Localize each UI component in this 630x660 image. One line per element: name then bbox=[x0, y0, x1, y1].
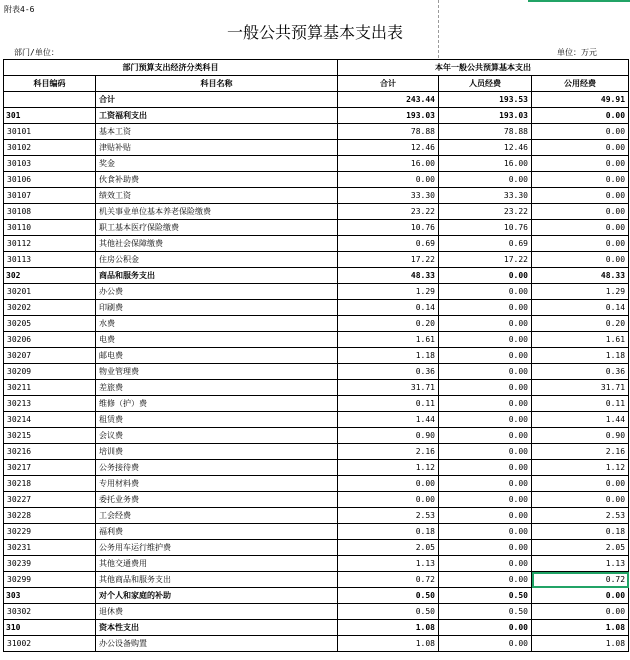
table-row bbox=[4, 428, 629, 444]
cell-public[interactable]: 31.71 bbox=[532, 380, 629, 396]
cell-name[interactable]: 委托业务费 bbox=[96, 492, 338, 508]
cell-total[interactable]: 12.46 bbox=[338, 140, 439, 156]
cell-personnel[interactable]: 33.30 bbox=[439, 188, 532, 204]
cell-public[interactable]: 2.05 bbox=[532, 540, 629, 556]
cell-code[interactable]: 30103 bbox=[4, 156, 96, 172]
cell-total[interactable]: 2.16 bbox=[338, 444, 439, 460]
cell-total[interactable]: 2.05 bbox=[338, 540, 439, 556]
table-row bbox=[4, 236, 629, 252]
table-row bbox=[4, 540, 629, 556]
cell-name[interactable]: 工会经费 bbox=[96, 508, 338, 524]
cell-public[interactable]: 0.20 bbox=[532, 316, 629, 332]
cell-public[interactable]: 1.44 bbox=[532, 412, 629, 428]
cell-public[interactable]: 0.00 bbox=[532, 172, 629, 188]
table-row bbox=[4, 252, 629, 268]
column-header-row bbox=[4, 76, 629, 92]
col-header-code: 科目编码 bbox=[4, 76, 96, 92]
cell-personnel[interactable]: 0.00 bbox=[439, 476, 532, 492]
cell-total[interactable]: 31.71 bbox=[338, 380, 439, 396]
cell-public[interactable]: 48.33 bbox=[532, 268, 629, 284]
table-row bbox=[4, 572, 629, 588]
cell-code[interactable]: 30215 bbox=[4, 428, 96, 444]
cell-name[interactable]: 基本工资 bbox=[96, 124, 338, 140]
cell-personnel[interactable]: 0.50 bbox=[439, 588, 532, 604]
cell-public[interactable]: 0.36 bbox=[532, 364, 629, 380]
table-row bbox=[4, 156, 629, 172]
cell-name[interactable]: 其他交通费用 bbox=[96, 556, 338, 572]
cell-total[interactable]: 193.03 bbox=[338, 108, 439, 124]
unit-label: 单位：万元 bbox=[557, 48, 597, 57]
cell-code[interactable]: 30231 bbox=[4, 540, 96, 556]
table-row bbox=[4, 108, 629, 124]
cell-code[interactable]: 30201 bbox=[4, 284, 96, 300]
table-row bbox=[4, 508, 629, 524]
cell-code[interactable]: 31002 bbox=[4, 636, 96, 652]
cell-total[interactable]: 1.29 bbox=[338, 284, 439, 300]
cell-name[interactable]: 职工基本医疗保险缴费 bbox=[96, 220, 338, 236]
cell-public[interactable]: 0.00 bbox=[532, 604, 629, 620]
cell-personnel[interactable]: 23.22 bbox=[439, 204, 532, 220]
table-row bbox=[4, 188, 629, 204]
cell-public[interactable]: 0.00 bbox=[532, 156, 629, 172]
cell-name[interactable]: 差旅费 bbox=[96, 380, 338, 396]
cell-code[interactable]: 303 bbox=[4, 588, 96, 604]
cell-total[interactable]: 1.44 bbox=[338, 412, 439, 428]
col-header-personnel: 人员经费 bbox=[439, 76, 532, 92]
cell-total[interactable]: 0.72 bbox=[338, 572, 439, 588]
cell-personnel[interactable]: 193.53 bbox=[439, 92, 532, 108]
cell-code[interactable]: 30216 bbox=[4, 444, 96, 460]
cell-personnel[interactable]: 0.00 bbox=[439, 316, 532, 332]
cell-code[interactable]: 30213 bbox=[4, 396, 96, 412]
cell-name[interactable]: 印刷费 bbox=[96, 300, 338, 316]
cell-code[interactable]: 30302 bbox=[4, 604, 96, 620]
cell-personnel[interactable]: 0.00 bbox=[439, 412, 532, 428]
cell-total[interactable]: 0.69 bbox=[338, 236, 439, 252]
cell-code[interactable]: 310 bbox=[4, 620, 96, 636]
cell-total[interactable]: 0.50 bbox=[338, 588, 439, 604]
cell-total[interactable]: 0.14 bbox=[338, 300, 439, 316]
cell-name[interactable]: 维修（护）费 bbox=[96, 396, 338, 412]
cell-code[interactable]: 30207 bbox=[4, 348, 96, 364]
cell-personnel[interactable]: 0.69 bbox=[439, 236, 532, 252]
header-basic-expenditure: 本年一般公共预算基本支出 bbox=[338, 60, 629, 76]
table-row bbox=[4, 348, 629, 364]
cell-public[interactable]: 1.08 bbox=[532, 636, 629, 652]
cell-name[interactable]: 租赁费 bbox=[96, 412, 338, 428]
cell-code[interactable] bbox=[4, 92, 96, 108]
table-row bbox=[4, 524, 629, 540]
cell-public[interactable]: 0.00 bbox=[532, 252, 629, 268]
cell-name[interactable]: 电费 bbox=[96, 332, 338, 348]
cell-name[interactable]: 福利费 bbox=[96, 524, 338, 540]
cell-public[interactable]: 0.00 bbox=[532, 588, 629, 604]
cell-personnel[interactable]: 78.88 bbox=[439, 124, 532, 140]
cell-code[interactable]: 30101 bbox=[4, 124, 96, 140]
cell-public[interactable]: 0.72 bbox=[532, 572, 629, 588]
appendix-label: 附表4-6 bbox=[4, 5, 35, 14]
cell-code[interactable]: 30107 bbox=[4, 188, 96, 204]
table-row bbox=[4, 380, 629, 396]
cell-personnel[interactable]: 0.00 bbox=[439, 380, 532, 396]
cell-code[interactable]: 30209 bbox=[4, 364, 96, 380]
table-row bbox=[4, 444, 629, 460]
table-row bbox=[4, 140, 629, 156]
cell-public[interactable]: 1.13 bbox=[532, 556, 629, 572]
cell-code[interactable]: 30218 bbox=[4, 476, 96, 492]
cell-code[interactable]: 30229 bbox=[4, 524, 96, 540]
table-row bbox=[4, 364, 629, 380]
cell-personnel[interactable]: 0.00 bbox=[439, 364, 532, 380]
table-row bbox=[4, 284, 629, 300]
cell-public[interactable]: 1.61 bbox=[532, 332, 629, 348]
cell-name[interactable]: 商品和服务支出 bbox=[96, 268, 338, 284]
cell-personnel[interactable]: 0.00 bbox=[439, 508, 532, 524]
table-row bbox=[4, 92, 629, 108]
cell-personnel[interactable]: 0.00 bbox=[439, 348, 532, 364]
cell-public[interactable]: 0.00 bbox=[532, 188, 629, 204]
cell-code[interactable]: 30299 bbox=[4, 572, 96, 588]
cell-total[interactable]: 0.18 bbox=[338, 524, 439, 540]
cell-public[interactable]: 0.00 bbox=[532, 204, 629, 220]
cell-code[interactable]: 30227 bbox=[4, 492, 96, 508]
cell-name[interactable]: 绩效工资 bbox=[96, 188, 338, 204]
cell-total[interactable]: 1.08 bbox=[338, 636, 439, 652]
cell-name[interactable]: 合计 bbox=[96, 92, 338, 108]
col-header-name: 科目名称 bbox=[96, 76, 338, 92]
cell-name[interactable]: 邮电费 bbox=[96, 348, 338, 364]
table-row bbox=[4, 412, 629, 428]
cell-total[interactable]: 0.11 bbox=[338, 396, 439, 412]
cell-total[interactable]: 48.33 bbox=[338, 268, 439, 284]
cell-total[interactable]: 1.12 bbox=[338, 460, 439, 476]
cell-personnel[interactable]: 12.46 bbox=[439, 140, 532, 156]
cell-personnel[interactable]: 0.00 bbox=[439, 300, 532, 316]
cell-name[interactable]: 其他商品和服务支出 bbox=[96, 572, 338, 588]
cell-personnel[interactable]: 0.50 bbox=[439, 604, 532, 620]
table-row bbox=[4, 476, 629, 492]
cell-total[interactable]: 10.76 bbox=[338, 220, 439, 236]
cell-personnel[interactable]: 193.03 bbox=[439, 108, 532, 124]
cell-personnel[interactable]: 0.00 bbox=[439, 620, 532, 636]
col-header-public: 公用经费 bbox=[532, 76, 629, 92]
cell-name[interactable]: 其他社会保障缴费 bbox=[96, 236, 338, 252]
cell-total[interactable]: 1.61 bbox=[338, 332, 439, 348]
cell-total[interactable]: 0.20 bbox=[338, 316, 439, 332]
table-row bbox=[4, 604, 629, 620]
col-header-total: 合计 bbox=[338, 76, 439, 92]
cell-total[interactable]: 23.22 bbox=[338, 204, 439, 220]
cell-name[interactable]: 办公设备购置 bbox=[96, 636, 338, 652]
table-row bbox=[4, 220, 629, 236]
cell-code[interactable]: 30110 bbox=[4, 220, 96, 236]
cell-name[interactable]: 水费 bbox=[96, 316, 338, 332]
cell-name[interactable]: 津贴补贴 bbox=[96, 140, 338, 156]
cell-code[interactable]: 30202 bbox=[4, 300, 96, 316]
cell-code[interactable]: 302 bbox=[4, 268, 96, 284]
selection-indicator-line bbox=[528, 0, 630, 2]
table-row bbox=[4, 588, 629, 604]
cell-name[interactable]: 办公费 bbox=[96, 284, 338, 300]
cell-code[interactable]: 301 bbox=[4, 108, 96, 124]
cell-public[interactable]: 1.12 bbox=[532, 460, 629, 476]
table-row bbox=[4, 124, 629, 140]
table-row bbox=[4, 396, 629, 412]
cell-total[interactable]: 0.36 bbox=[338, 364, 439, 380]
cell-public[interactable]: 2.53 bbox=[532, 508, 629, 524]
cell-public[interactable]: 0.14 bbox=[532, 300, 629, 316]
cell-public[interactable]: 0.00 bbox=[532, 492, 629, 508]
department-label: 部门/单位： bbox=[14, 48, 59, 57]
cell-code[interactable]: 30113 bbox=[4, 252, 96, 268]
cell-code[interactable]: 30239 bbox=[4, 556, 96, 572]
cell-name[interactable]: 专用材料费 bbox=[96, 476, 338, 492]
cell-public[interactable]: 0.00 bbox=[532, 476, 629, 492]
cell-total[interactable]: 78.88 bbox=[338, 124, 439, 140]
table-body bbox=[4, 92, 629, 652]
cell-name[interactable]: 物业管理费 bbox=[96, 364, 338, 380]
cell-personnel[interactable]: 10.76 bbox=[439, 220, 532, 236]
cell-personnel[interactable]: 0.00 bbox=[439, 636, 532, 652]
cell-personnel[interactable]: 0.00 bbox=[439, 524, 532, 540]
cell-personnel[interactable]: 0.00 bbox=[439, 492, 532, 508]
cell-personnel[interactable]: 0.00 bbox=[439, 444, 532, 460]
cell-personnel[interactable]: 17.22 bbox=[439, 252, 532, 268]
cell-total[interactable]: 0.00 bbox=[338, 476, 439, 492]
cell-code[interactable]: 30214 bbox=[4, 412, 96, 428]
cell-name[interactable]: 住房公积金 bbox=[96, 252, 338, 268]
cell-public[interactable]: 0.11 bbox=[532, 396, 629, 412]
cell-total[interactable]: 1.18 bbox=[338, 348, 439, 364]
cell-total[interactable]: 0.00 bbox=[338, 492, 439, 508]
cell-personnel[interactable]: 0.00 bbox=[439, 172, 532, 188]
cell-code[interactable]: 30206 bbox=[4, 332, 96, 348]
cell-public[interactable]: 0.18 bbox=[532, 524, 629, 540]
cell-name[interactable]: 培训费 bbox=[96, 444, 338, 460]
cell-personnel[interactable]: 16.00 bbox=[439, 156, 532, 172]
table-row bbox=[4, 636, 629, 652]
cell-name[interactable]: 公务接待费 bbox=[96, 460, 338, 476]
cell-name[interactable]: 伙食补助费 bbox=[96, 172, 338, 188]
cell-name[interactable]: 公务用车运行维护费 bbox=[96, 540, 338, 556]
table-row bbox=[4, 316, 629, 332]
expenditure-table bbox=[3, 59, 629, 652]
table-row bbox=[4, 204, 629, 220]
cell-public[interactable]: 0.90 bbox=[532, 428, 629, 444]
cell-public[interactable]: 1.08 bbox=[532, 620, 629, 636]
cell-name[interactable]: 工资福利支出 bbox=[96, 108, 338, 124]
cell-public[interactable]: 1.29 bbox=[532, 284, 629, 300]
cell-public[interactable]: 2.16 bbox=[532, 444, 629, 460]
cell-public[interactable]: 0.00 bbox=[532, 140, 629, 156]
table-row bbox=[4, 460, 629, 476]
cell-name[interactable]: 对个人和家庭的补助 bbox=[96, 588, 338, 604]
cell-code[interactable]: 30112 bbox=[4, 236, 96, 252]
cell-total[interactable]: 33.30 bbox=[338, 188, 439, 204]
table-row bbox=[4, 300, 629, 316]
cell-public[interactable]: 0.00 bbox=[532, 236, 629, 252]
cell-public[interactable]: 1.18 bbox=[532, 348, 629, 364]
cell-personnel[interactable]: 0.00 bbox=[439, 428, 532, 444]
cell-personnel[interactable]: 0.00 bbox=[439, 332, 532, 348]
cell-name[interactable]: 会议费 bbox=[96, 428, 338, 444]
cell-code[interactable]: 30228 bbox=[4, 508, 96, 524]
cell-code[interactable]: 30211 bbox=[4, 380, 96, 396]
cell-personnel[interactable]: 0.00 bbox=[439, 540, 532, 556]
cell-name[interactable]: 资本性支出 bbox=[96, 620, 338, 636]
table-row bbox=[4, 556, 629, 572]
cell-total[interactable]: 0.50 bbox=[338, 604, 439, 620]
cell-total[interactable]: 243.44 bbox=[338, 92, 439, 108]
cell-code[interactable]: 30217 bbox=[4, 460, 96, 476]
cell-personnel[interactable]: 0.00 bbox=[439, 284, 532, 300]
cell-total[interactable]: 0.90 bbox=[338, 428, 439, 444]
cell-public[interactable]: 0.00 bbox=[532, 220, 629, 236]
cell-personnel[interactable]: 0.00 bbox=[439, 572, 532, 588]
cell-name[interactable]: 奖金 bbox=[96, 156, 338, 172]
cell-total[interactable]: 2.53 bbox=[338, 508, 439, 524]
cell-public[interactable]: 0.00 bbox=[532, 108, 629, 124]
cell-code[interactable]: 30108 bbox=[4, 204, 96, 220]
cell-code[interactable]: 30102 bbox=[4, 140, 96, 156]
cell-total[interactable]: 17.22 bbox=[338, 252, 439, 268]
table-row bbox=[4, 492, 629, 508]
cell-personnel[interactable]: 0.00 bbox=[439, 396, 532, 412]
page-title: 一般公共预算基本支出表 bbox=[226, 23, 403, 42]
cell-personnel[interactable]: 0.00 bbox=[439, 556, 532, 572]
cell-total[interactable]: 0.00 bbox=[338, 172, 439, 188]
table-row bbox=[4, 620, 629, 636]
table-row bbox=[4, 172, 629, 188]
table-row bbox=[4, 332, 629, 348]
cell-name[interactable]: 退休费 bbox=[96, 604, 338, 620]
cell-personnel[interactable]: 0.00 bbox=[439, 268, 532, 284]
cell-total[interactable]: 1.13 bbox=[338, 556, 439, 572]
cell-total[interactable]: 16.00 bbox=[338, 156, 439, 172]
cell-public[interactable]: 0.00 bbox=[532, 124, 629, 140]
group-header-row bbox=[4, 60, 629, 76]
cell-name[interactable]: 机关事业单位基本养老保险缴费 bbox=[96, 204, 338, 220]
table-row bbox=[4, 268, 629, 284]
cell-code[interactable]: 30205 bbox=[4, 316, 96, 332]
header-economic-classification: 部门预算支出经济分类科目 bbox=[4, 60, 338, 76]
cell-total[interactable]: 1.08 bbox=[338, 620, 439, 636]
cell-code[interactable]: 30106 bbox=[4, 172, 96, 188]
cell-personnel[interactable]: 0.00 bbox=[439, 460, 532, 476]
cell-public[interactable]: 49.91 bbox=[532, 92, 629, 108]
